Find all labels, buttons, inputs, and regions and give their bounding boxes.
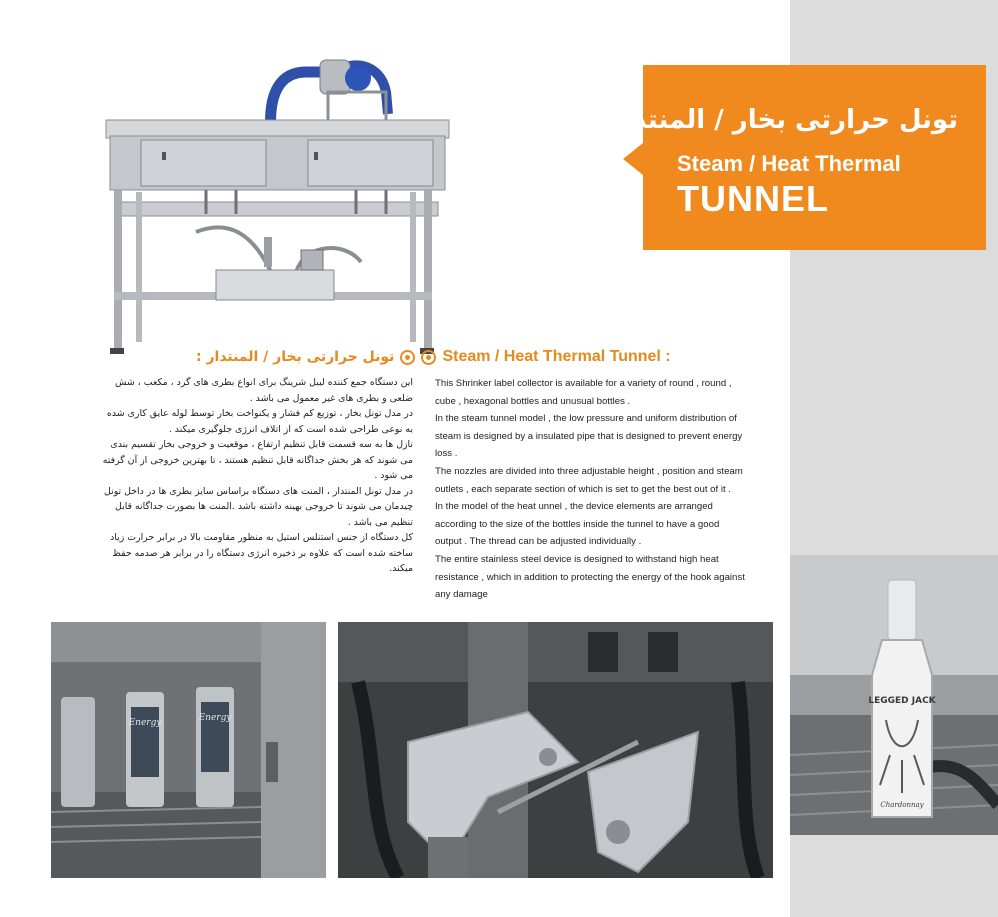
persian-description	[48, 375, 413, 577]
persian-paragraph: در مدل تونل بخار ، توزیع کم فشار و یکنواخت بخار توسط لوله عایق کاری شده به نوعی طراحی شده است که از اتلاف انرژی جلوگیری میکند .	[106, 408, 413, 435]
persian-paragraph: در مدل تونل المنتدار ، المنت های دستگاه براساس سایز بطری ها در داخل تونل چیدمان می شوند تا خروجی بهینه داشته باشد .المنت ها بصورت جداگانه قابل تنظیم می باشد .	[104, 485, 413, 528]
tunnel-cans-photo	[51, 622, 326, 878]
heading-english: Steam / Heat Thermal Tunnel :	[442, 348, 671, 365]
english-paragraph: In the steam tunnel model , the low pressure and uniform distribution of steam is designed by a insulated pipe that is designed to prevent energy loss .	[435, 413, 743, 460]
bullet-icon	[421, 350, 436, 365]
tunnel-mechanism-photo	[338, 622, 773, 878]
bullet-icon	[400, 350, 415, 365]
can-label: Energy	[198, 713, 232, 723]
bottle-label-variety: Chardonnay	[880, 801, 924, 809]
can-label: Energy	[128, 718, 162, 728]
bottle-photo	[790, 555, 998, 835]
english-paragraph: This Shrinker label collector is available for a variety of round , round , cube , hexagonal bottles and unusual bottles .	[435, 378, 732, 407]
title-english-line1: Steam / Heat Thermal	[677, 151, 901, 176]
english-paragraph: The nozzles are divided into three adjustable height , position and steam outlets , each separate section of which is set to get the best out of it .	[435, 465, 743, 495]
persian-paragraph: این دستگاه جمع کننده لیبل شرینگ برای انواع بطری های گرد ، مکعب ، شش ضلعی و بطری های غیر معمول می باشد .	[114, 377, 413, 404]
steam-tunnel-machine-image	[96, 52, 451, 357]
title-banner	[608, 65, 986, 250]
heading-persian: تونل حرارتی بخار / المنتدار :	[196, 349, 395, 365]
bottle-label-title: LEGGED JACK	[868, 696, 936, 706]
section-headings	[196, 345, 786, 369]
persian-paragraph: نازل ها به سه قسمت قابل تنظیم ارتفاع ، موقعیت و خروجی بخار تقسیم بندی می شوند که هر بخش جداگانه قابل تنظیم هستند ، تا بهترین خروجی از آن گرفته می شود .	[102, 439, 413, 481]
title-persian: تونل حرارتی بخار / المنتدار	[608, 105, 958, 135]
english-description	[435, 375, 785, 604]
english-paragraph: The entire stainless steel device is designed to withstand high heat resistance , which in addition to protecting the energy of the hook against any damage	[435, 553, 745, 601]
english-paragraph: In the model of the heat unnel , the device elements are arranged according to the size of the bottles inside the tunnel to have a good output . The thread can be adjusted individually .	[435, 501, 720, 548]
persian-paragraph: کل دستگاه از جنس استنلس استیل به منظور مقاومت بالا در برابر حرارت زیاد ساخته شده است که علاوه بر ذخیره انرژی دستگاه را در برابر هر صدمه حفظ میکند.	[110, 532, 413, 574]
title-english-line2: TUNNEL	[677, 178, 829, 219]
